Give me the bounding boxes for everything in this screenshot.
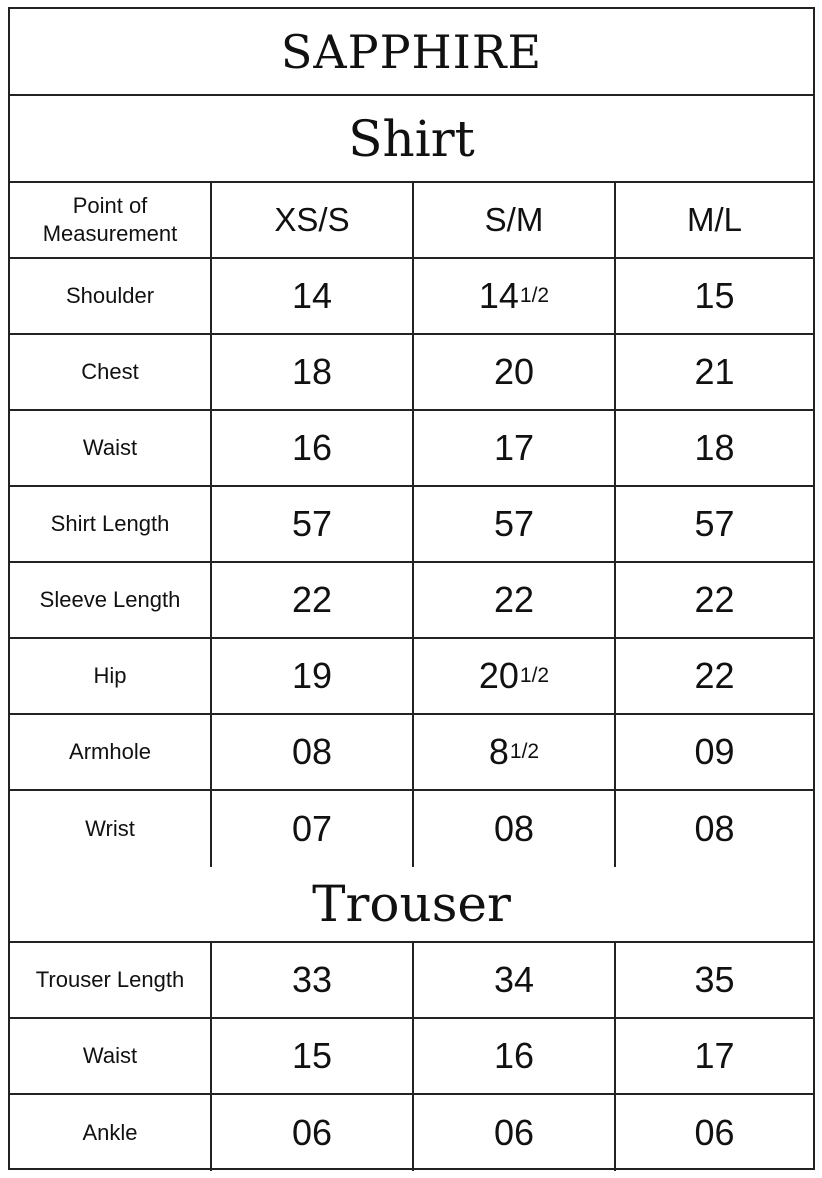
measurement-value <box>616 259 813 333</box>
measurement-number: 08 <box>291 731 333 772</box>
measurement-number: 19 <box>291 655 333 696</box>
measurement-label: Chest <box>10 335 212 409</box>
measurement-row <box>10 259 813 335</box>
measurement-value <box>616 715 813 789</box>
measurement-number: 09 <box>694 731 735 772</box>
measurement-value <box>616 1095 813 1171</box>
measurement-row <box>10 1095 813 1171</box>
measurement-number: 22 <box>694 579 735 620</box>
measurement-number: 21 <box>694 351 735 392</box>
measurement-value <box>414 639 616 713</box>
measurement-value <box>414 791 616 867</box>
measurement-number: 22 <box>291 579 333 620</box>
measurement-value <box>212 639 414 713</box>
size-chart <box>8 7 815 1170</box>
measurement-number: 57 <box>493 503 535 544</box>
measurement-number: 06 <box>493 1112 535 1153</box>
measurement-row <box>10 715 813 791</box>
trouser-section-title: Trouser <box>10 867 813 943</box>
measurement-value <box>616 943 813 1017</box>
measurement-value <box>616 1019 813 1093</box>
measurement-label: Wrist <box>10 791 212 867</box>
measurement-label: Ankle <box>10 1095 212 1171</box>
measurement-value <box>414 1019 616 1093</box>
measurement-row <box>10 335 813 411</box>
measurement-row <box>10 487 813 563</box>
measurement-value <box>212 1095 414 1171</box>
measurement-label: Hip <box>10 639 212 713</box>
measurement-row <box>10 639 813 715</box>
measurement-number: 07 <box>291 808 333 849</box>
measurement-fraction: 1/2 <box>519 664 550 687</box>
measurement-row <box>10 1019 813 1095</box>
measurement-value <box>212 715 414 789</box>
measurement-value <box>414 335 616 409</box>
measurement-value <box>212 335 414 409</box>
measurement-label: Waist <box>10 411 212 485</box>
measurement-number: 17 <box>694 1035 735 1076</box>
measurement-number: 22 <box>493 579 535 620</box>
measurement-fraction: 1/2 <box>509 740 540 763</box>
measurement-number: 18 <box>694 427 735 468</box>
size-header-xs-s: XS/S <box>212 183 414 257</box>
measurement-value <box>616 563 813 637</box>
size-header-m-l: M/L <box>686 201 742 238</box>
measurement-number: 57 <box>694 503 735 544</box>
measurement-value <box>616 411 813 485</box>
measurement-row <box>10 943 813 1019</box>
measurement-value <box>616 639 813 713</box>
measurement-number: 57 <box>291 503 333 544</box>
measurement-number: 06 <box>291 1112 333 1153</box>
measurement-value <box>414 943 616 1017</box>
measurement-label: Trouser Length <box>10 943 212 1017</box>
measurement-row <box>10 791 813 867</box>
measurement-row <box>10 563 813 639</box>
measurement-label: Shirt Length <box>10 487 212 561</box>
measurement-value <box>212 563 414 637</box>
measurement-value <box>212 943 414 1017</box>
measurement-number: 14 <box>291 275 333 316</box>
point-of-measurement-header: Point of Measurement <box>10 183 212 257</box>
measurement-number: 35 <box>694 959 735 1000</box>
measurement-value <box>414 411 616 485</box>
measurement-value <box>212 259 414 333</box>
measurement-number: 06 <box>694 1112 735 1153</box>
measurement-number: 15 <box>291 1035 333 1076</box>
measurement-number: 16 <box>493 1035 535 1076</box>
measurement-value <box>414 715 616 789</box>
measurement-number: 18 <box>291 351 333 392</box>
measurement-value <box>212 791 414 867</box>
measurement-number: 14 <box>478 275 519 316</box>
measurement-fraction: 1/2 <box>519 284 550 307</box>
brand-logo: SAPPHIRE <box>10 9 813 96</box>
measurement-row <box>10 411 813 487</box>
measurement-number: 34 <box>493 959 535 1000</box>
measurement-label: Armhole <box>10 715 212 789</box>
measurement-number: 17 <box>493 427 535 468</box>
measurement-value <box>414 563 616 637</box>
shirt-header-row <box>10 183 813 259</box>
measurement-label: Sleeve Length <box>10 563 212 637</box>
measurement-value <box>616 335 813 409</box>
measurement-number: 15 <box>694 275 735 316</box>
measurement-number: 20 <box>478 655 519 696</box>
measurement-value <box>212 1019 414 1093</box>
measurement-value <box>414 259 616 333</box>
size-header-s-m: S/M <box>414 183 616 257</box>
shirt-section-title: Shirt <box>10 96 813 183</box>
measurement-number: 08 <box>694 808 735 849</box>
measurement-label: Shoulder <box>10 259 212 333</box>
measurement-value <box>616 487 813 561</box>
measurement-value <box>212 487 414 561</box>
measurement-number: 22 <box>694 655 735 696</box>
measurement-label: Waist <box>10 1019 212 1093</box>
measurement-value <box>212 411 414 485</box>
measurement-value <box>414 487 616 561</box>
measurement-number: 20 <box>493 351 535 392</box>
measurement-number: 08 <box>493 808 535 849</box>
measurement-value <box>414 1095 616 1171</box>
measurement-number: 33 <box>291 959 333 1000</box>
measurement-value <box>616 791 813 867</box>
measurement-number: 16 <box>291 427 333 468</box>
measurement-number: 8 <box>488 731 509 772</box>
